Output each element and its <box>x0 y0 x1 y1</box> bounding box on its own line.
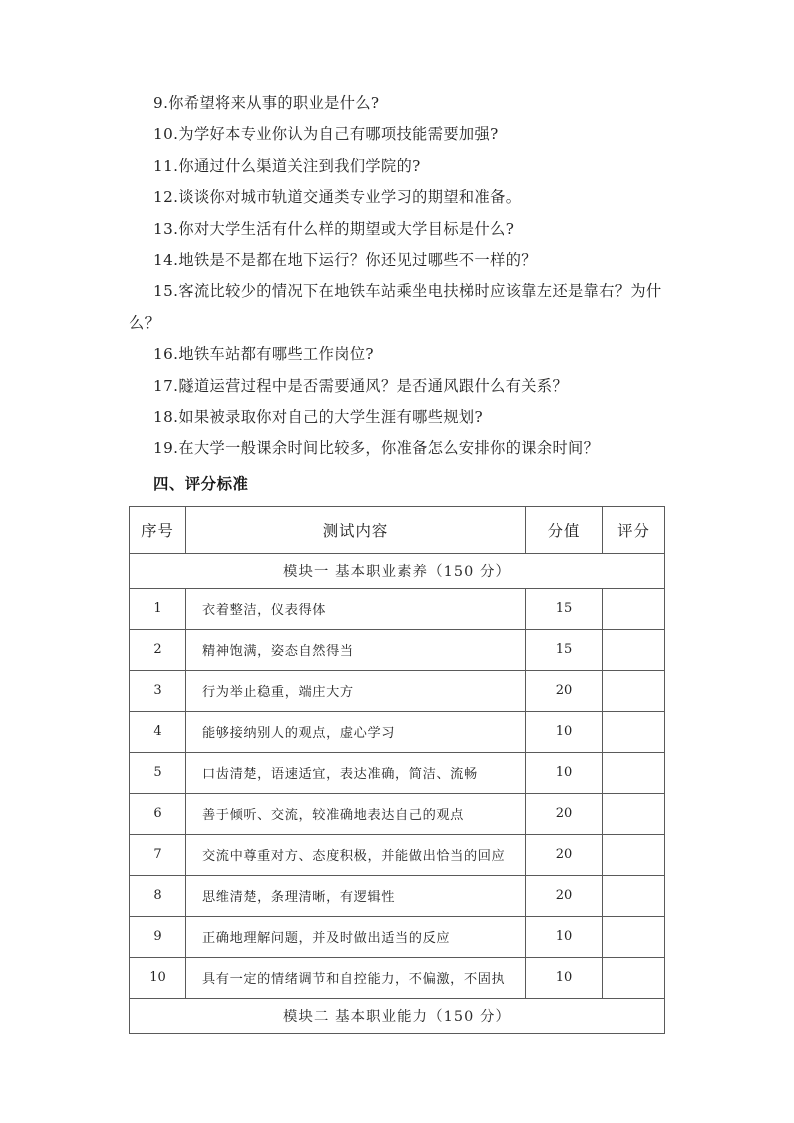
row-score: 20 <box>526 793 603 834</box>
row-number: 9 <box>130 916 186 957</box>
row-item: 交流中尊重对方、态度积极，并能做出恰当的回应 <box>186 834 526 875</box>
table-row <box>130 711 665 752</box>
module-two-label: 模块二 基本职业能力（150 分） <box>130 998 665 1033</box>
row-mark-input[interactable] <box>603 670 665 711</box>
row-item: 思维清楚，条理清晰，有逻辑性 <box>186 875 526 916</box>
row-mark-input[interactable] <box>603 588 665 629</box>
table-row <box>130 793 665 834</box>
row-score: 10 <box>526 916 603 957</box>
row-score: 10 <box>526 752 603 793</box>
row-number: 1 <box>130 588 186 629</box>
question-text: 你希望将来从事的职业是什么? <box>168 94 380 112</box>
question-item <box>129 119 684 150</box>
question-number: 13. <box>153 219 179 238</box>
question-text: 隧道运营过程中是否需要通风？是否通风跟什么有关系？ <box>178 376 569 395</box>
question-text: 地铁车站都有哪些工作岗位? <box>178 345 374 364</box>
question-item <box>129 276 678 339</box>
row-number: 7 <box>130 834 186 875</box>
row-number: 6 <box>130 793 186 834</box>
question-number: 14. <box>153 251 179 270</box>
row-score: 10 <box>526 711 603 752</box>
question-item <box>129 182 684 213</box>
row-mark-input[interactable] <box>603 752 665 793</box>
row-item: 能够接纳别人的观点，虚心学习 <box>186 711 526 752</box>
question-number: 15. <box>153 282 179 301</box>
row-score: 20 <box>526 875 603 916</box>
row-number: 4 <box>130 711 186 752</box>
row-mark-input[interactable] <box>603 834 665 875</box>
row-number: 5 <box>130 752 186 793</box>
row-score: 15 <box>526 629 603 670</box>
question-item <box>129 371 684 402</box>
row-mark-input[interactable] <box>603 629 665 670</box>
question-number: 16. <box>153 345 179 364</box>
row-score: 20 <box>526 670 603 711</box>
column-header-score: 分值 <box>526 506 603 553</box>
row-item: 行为举止稳重，端庄大方 <box>186 670 526 711</box>
module-one-row <box>130 553 665 588</box>
row-item: 精神饱满，姿态自然得当 <box>186 629 526 670</box>
scoring-criteria-table <box>129 506 665 1034</box>
question-number: 17. <box>153 376 179 395</box>
row-mark-input[interactable] <box>603 875 665 916</box>
question-item <box>129 214 684 245</box>
table-row <box>130 957 665 998</box>
row-item: 正确地理解问题，并及时做出适当的反应 <box>186 916 526 957</box>
question-text: 地铁是不是都在地下运行？你还见过哪些不一样的？ <box>178 251 537 270</box>
table-row <box>130 875 665 916</box>
row-mark-input[interactable] <box>603 711 665 752</box>
question-number: 9. <box>153 94 169 112</box>
question-item <box>129 402 684 433</box>
question-text: 你通过什么渠道关注到我们学院的? <box>178 156 421 175</box>
question-number: 12. <box>153 188 179 207</box>
question-item <box>129 88 684 119</box>
interview-question-list <box>129 88 684 465</box>
question-item <box>129 151 684 182</box>
question-text: 你对大学生活有什么样的期望或大学目标是什么? <box>178 219 515 238</box>
table-row <box>130 752 665 793</box>
row-number: 3 <box>130 670 186 711</box>
table-header-row <box>130 506 665 553</box>
column-header-no: 序号 <box>130 506 186 553</box>
row-item: 衣着整洁，仪表得体 <box>186 588 526 629</box>
row-mark-input[interactable] <box>603 957 665 998</box>
column-header-mark: 评分 <box>603 506 665 553</box>
table-row <box>130 670 665 711</box>
question-number: 10. <box>153 125 179 144</box>
question-text: 在大学一般课余时间比较多，你准备怎么安排你的课余时间？ <box>178 439 600 458</box>
row-number: 10 <box>130 957 186 998</box>
row-item: 具有一定的情绪调节和自控能力，不偏激，不固执 <box>186 957 526 998</box>
question-number: 19. <box>153 439 179 458</box>
row-score: 10 <box>526 957 603 998</box>
module-one-label: 模块一 基本职业素养（150 分） <box>130 553 665 588</box>
table-row <box>130 834 665 875</box>
row-number: 2 <box>130 629 186 670</box>
question-item <box>129 339 684 370</box>
row-mark-input[interactable] <box>603 793 665 834</box>
row-item: 口齿清楚，语速适宜，表达准确，简洁、流畅 <box>186 752 526 793</box>
module-two-row <box>130 998 665 1033</box>
section-heading-scoring-criteria: 四、评分标准 <box>153 474 249 493</box>
table-row <box>130 629 665 670</box>
column-header-item: 测试内容 <box>186 506 526 553</box>
row-item: 善于倾听、交流，较准确地表达自己的观点 <box>186 793 526 834</box>
question-text: 如果被录取你对自己的大学生涯有哪些规划? <box>178 408 484 427</box>
table-row <box>130 588 665 629</box>
row-score: 15 <box>526 588 603 629</box>
question-number: 18. <box>153 408 179 427</box>
question-item <box>129 245 684 276</box>
question-text: 客流比较少的情况下在地铁车站乘坐电扶梯时应该靠左还是靠右？为什么？ <box>129 282 662 332</box>
question-text: 为学好本专业你认为自己有哪项技能需要加强? <box>178 125 499 144</box>
row-mark-input[interactable] <box>603 916 665 957</box>
question-item <box>129 433 684 464</box>
question-number: 11. <box>153 156 179 175</box>
row-score: 20 <box>526 834 603 875</box>
table-row <box>130 916 665 957</box>
row-number: 8 <box>130 875 186 916</box>
question-text: 谈谈你对城市轨道交通类专业学习的期望和准备。 <box>178 188 522 207</box>
